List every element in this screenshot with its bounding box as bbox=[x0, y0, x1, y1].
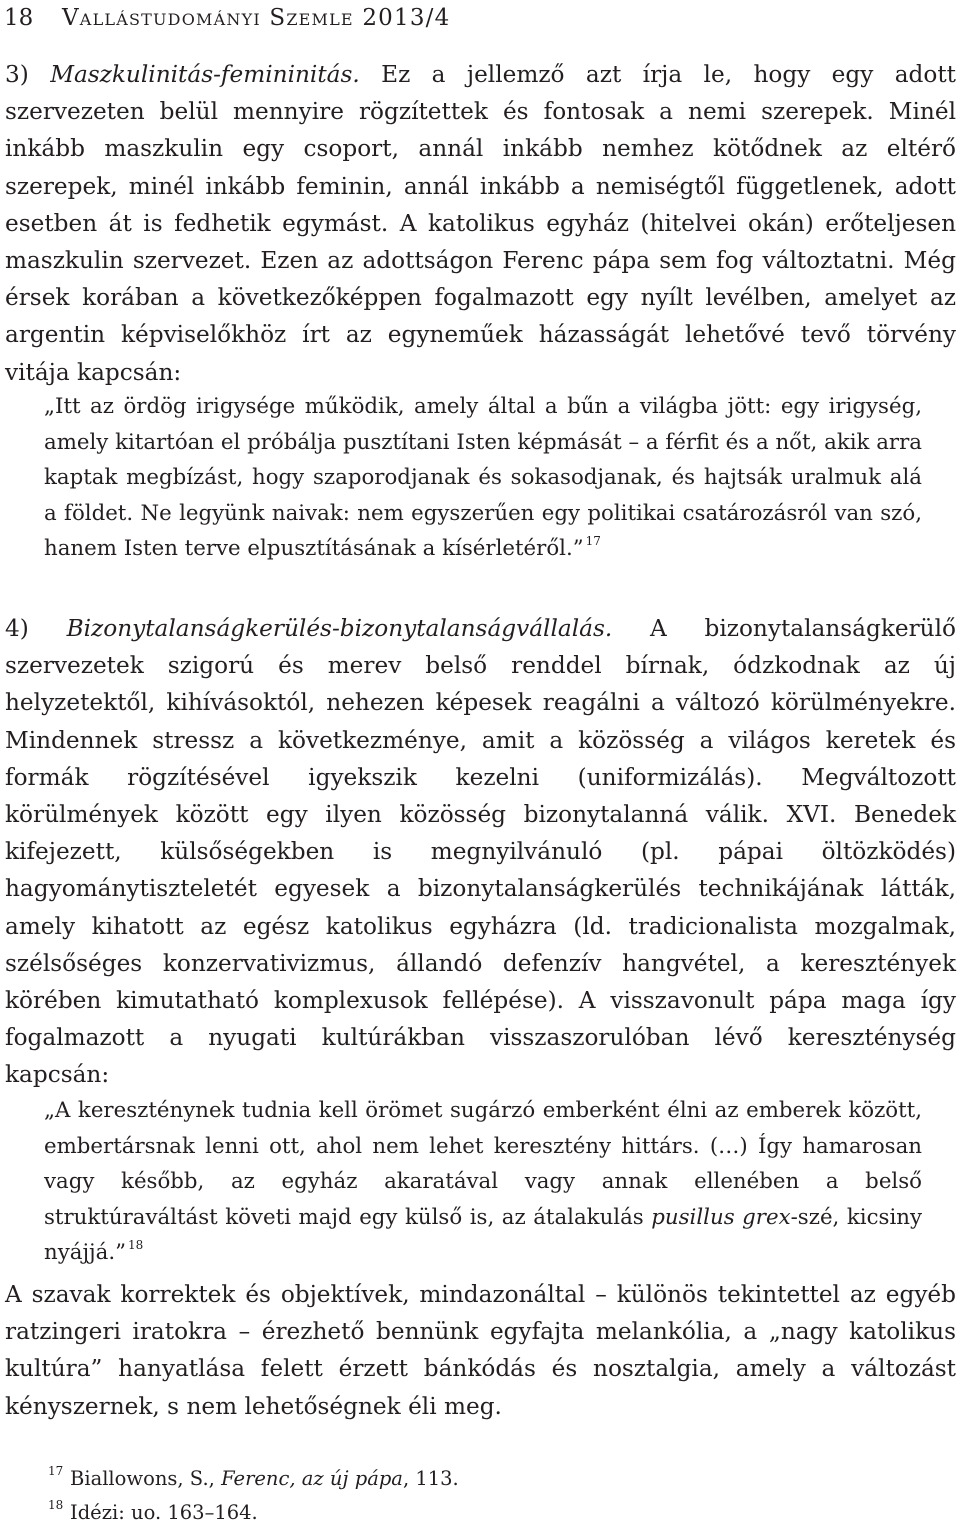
quote-francis bbox=[44, 389, 922, 570]
quote-text: „Itt az ördög irigysége működik, amely által a bűn a világba jött: egy irigység, amely kitartóan el próbálja pusztítani Isten képmását – a férfit és a nőt, akik arra kaptak megbízást, hogy szaporodjanak és sokasodjanak, és hajtsák uralmuk alá a földet. Ne legyünk naivak: nem egyszerűen egy politikai csatározásról van szó, hanem Isten terve elpusztításának a kísérletéről.” bbox=[44, 394, 922, 562]
footnote-18 bbox=[48, 1496, 748, 1530]
paragraph-uncertainty bbox=[5, 610, 956, 1094]
footnote-17 bbox=[48, 1462, 748, 1496]
footnote-text: Idézi: uo. 163–164. bbox=[70, 1501, 258, 1524]
item-title: Bizonytalanságkerülés-bizonytalanságvállalás. bbox=[66, 615, 613, 642]
footnote-number: 17 bbox=[48, 1464, 64, 1478]
footnote-text-start: Biallowons, S., bbox=[70, 1467, 222, 1490]
footnote-ref-18: 18 bbox=[128, 1238, 144, 1253]
paragraph-text: Ez a jellemző azt írja le, hogy egy adott szervezeten belül mennyire rögzítettek és fontosak a nemi szerepek. Minél inkább maszkulin egy csoport, annál inkább nemhez kötődnek az eltérő szerepek, minél inkább feminin, annál inkább a nemiségtől függetlenek, adott esetben át is fedhetik egymást. A katolikus egyház (hitelvei okán) erőteljesen maszkulin szervezet. Ezen az adottságon Ferenc pápa sem fog változtatni. Még érsek korában a következőképpen fogalmazott egy nyílt levélben, amelyet az argentin képviselőkhöz írt az egyneműek házasságát lehetővé tevő törvény vitája kapcsán: bbox=[5, 61, 956, 386]
paragraph-text: A bizonytalanságkerülő szervezetek szigorú és merev belső renddel bírnak, ódzkodnak az új helyzetektől, kihívásoktól, nehezen képesek reagálni a változó körülményekre. Mindennek stressz a következménye, amit a közösség a világos keretek és formák rögzítésével igyekszik kezelni (uniformizálás). Megváltozott körülmények között egy ilyen közösség bizonytalanná válik. XVI. Benedek kifejezett, külsőségekben is megnyilvánuló (pl. pápai öltözködés) hagyománytiszteletét egyesek a bizonytalanságkerülés technikájának látták, amely kihatott az egész katolikus egyházra (ld. tradicionalista mozgalmak, szélsőséges konzervativizmus, állandó defenzív hangvétel, a keresztények körében kimutatható komplexusok fellépése). A visszavonult pápa maga így fogalmazott a nyugati kultúrákban visszaszorulóban lévő kereszténység kapcsán: bbox=[5, 615, 956, 1089]
paragraph-conclusion bbox=[5, 1276, 956, 1425]
quote-text: „A kereszténynek tudnia kell örömet sugárzó emberként élni az emberek között, embertársnak lenni ott, ahol nem lehet keresztény hittárs. (…) Így hamarosan vagy később, az egyház akaratával vagy annak ellenében a belső struktúraváltást követi majd egy külső is, az átalakulás bbox=[44, 1098, 922, 1230]
footnote-number: 18 bbox=[48, 1498, 64, 1512]
quote-text-end: -szé, kicsiny nyájjá.” bbox=[44, 1204, 922, 1266]
page-number: 18 bbox=[4, 5, 34, 31]
page-header bbox=[0, 0, 960, 40]
quote-italic: pusillus grex bbox=[651, 1204, 791, 1230]
paragraph-text: A szavak korrektek és objektívek, mindazonáltal – különös tekintettel az egyéb ratzingeri iratokra – érezhető bennünk egyfajta melankólia, a „nagy katolikus kultúra” hanyatlása felett érzett bánkódás és nosztalgia, amely a változást kényszernek, s nem lehetőségnek éli meg. bbox=[5, 1281, 956, 1420]
journal-title: Vallástudományi Szemle 2013/4 bbox=[62, 5, 451, 31]
item-number: 3) bbox=[5, 61, 51, 88]
paragraph-masculinity bbox=[5, 56, 956, 391]
quote-benedict bbox=[44, 1093, 922, 1274]
item-title: Maszkulinitás-femininitás. bbox=[50, 61, 360, 88]
footnotes bbox=[48, 1462, 748, 1530]
footnote-title: Ferenc, az új pápa bbox=[221, 1467, 403, 1490]
footnote-ref-17: 17 bbox=[585, 534, 601, 549]
item-number: 4) bbox=[5, 615, 67, 642]
footnote-text bbox=[70, 1462, 459, 1496]
footnote-text-end: , 113. bbox=[402, 1467, 459, 1490]
